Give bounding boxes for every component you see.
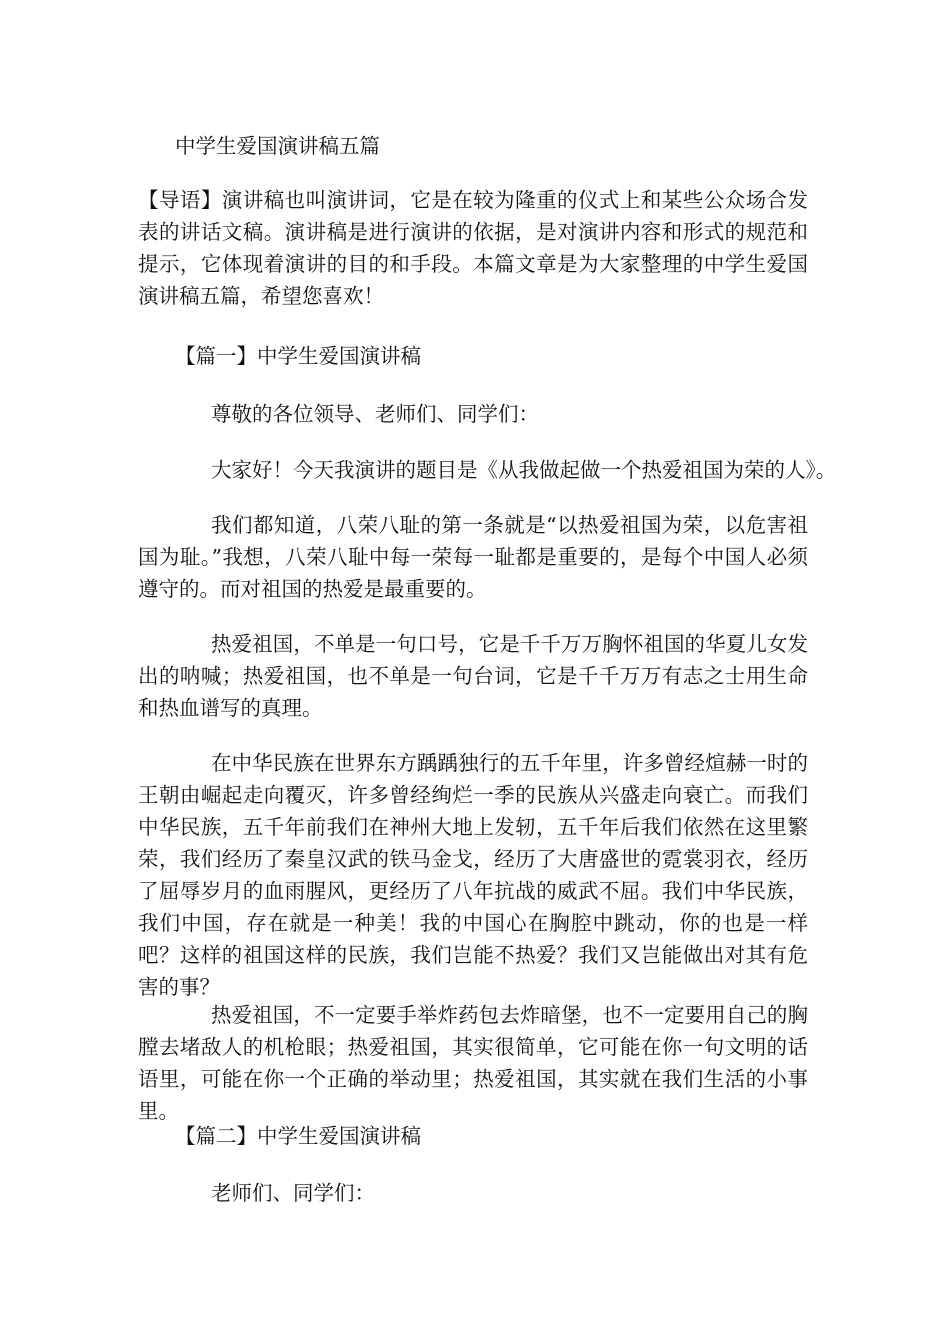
salutation-1: 尊敬的各位领导、老师们、同学们：	[211, 402, 539, 426]
document-title: 中学生爱国演讲稿五篇	[175, 134, 380, 158]
section-heading-1: 【篇一】中学生爱国演讲稿	[175, 344, 421, 368]
intro-paragraph: 【导语】演讲稿也叫演讲词，它是在较为隆重的仪式上和某些公众场合发表的讲话文稿。演讲稿是进行演讲的依据，是对演讲内容和形式的规范和提示，它体现着演讲的目的和手段。本篇文章是为大家整理的中学生爱国演讲稿五篇，希望您喜欢！	[138, 188, 808, 308]
body-paragraph: 我们都知道，八荣八耻的第一条就是“以热爱祖国为荣，以危害祖国为耻。”我想，八荣八耻中每一荣每一耻都是重要的，是每个中国人必须遵守的。而对祖国的热爱是最重要的。	[138, 513, 808, 601]
body-paragraph: 热爱祖国，不一定要手举炸药包去炸暗堡，也不一定要用自己的胸膛去堵敌人的机枪眼；热爱祖国，其实很简单，它可能在你一句文明的话语里，可能在你一个正确的举动里；热爱祖国，其实就在我们生活的小事里。	[138, 1003, 808, 1123]
salutation-2: 老师们、同学们：	[211, 1181, 375, 1205]
body-paragraph: 在中华民族在世界东方踽踽独行的五千年里，许多曾经煊赫一时的王朝由崛起走向覆灭，许多曾经绚烂一季的民族从兴盛走向衰亡。而我们中华民族，五千年前我们在神州大地上发轫，五千年后我们依然在这里繁荣，我们经历了秦皇汉武的铁马金戈，经历了大唐盛世的霓裳羽衣，经历了屈辱岁月的血雨腥风，更经历了八年抗战的威武不屈。我们中华民族，我们中国，存在就是一种美！我的中国心在胸腔中跳动，你的也是一样吧？这样的祖国这样的民族，我们岂能不热爱？我们又岂能做出对其有危害的事？	[138, 751, 808, 999]
body-paragraph: 大家好！今天我演讲的题目是《从我做起做一个热爱祖国为荣的人》。	[211, 458, 837, 482]
section-heading-2: 【篇二】中学生爱国演讲稿	[175, 1124, 421, 1148]
body-paragraph: 热爱祖国，不单是一句口号，它是千千万万胸怀祖国的华夏儿女发出的呐喊；热爱祖国，也不单是一句台词，它是千千万万有志之士用生命和热血谱写的真理。	[138, 632, 808, 720]
